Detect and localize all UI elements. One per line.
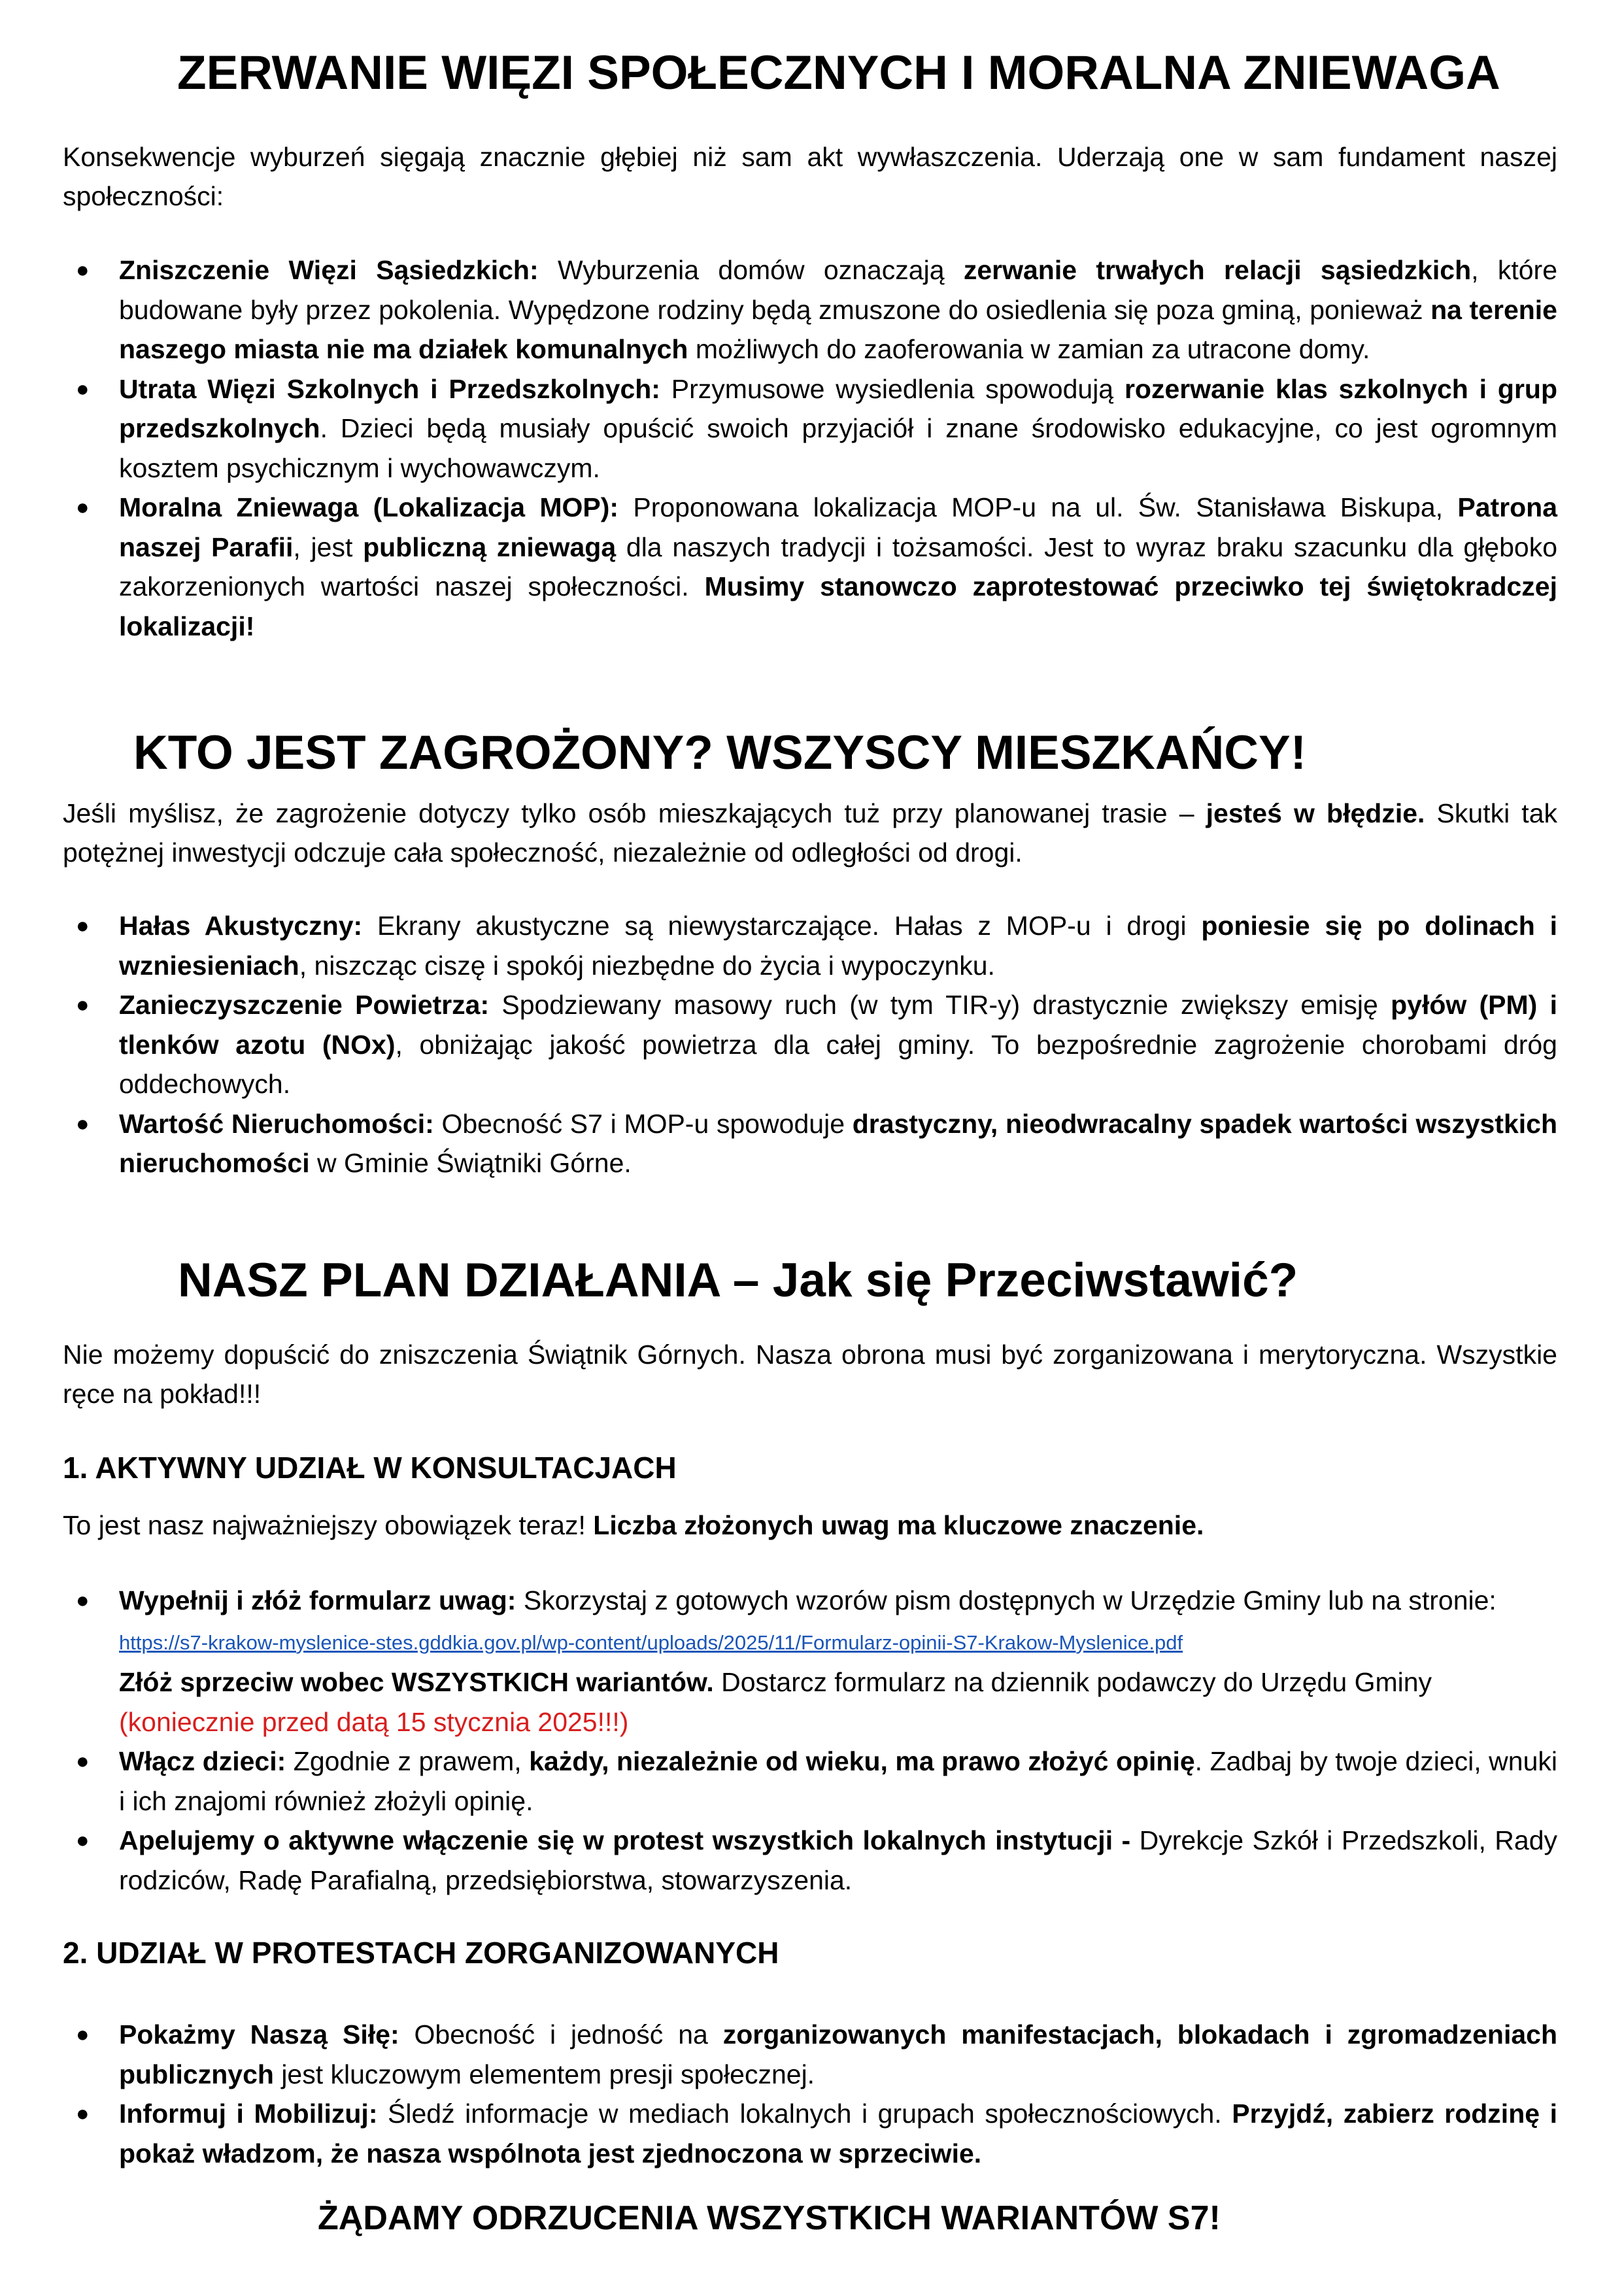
section1-intro: Konsekwencje wyburzeń sięgają znacznie głębiej niż sam akt wywłaszczenia. Uderzają one w sam fundament naszej społeczności: [63,142,1557,211]
bullet-inform-mobilize [63,2094,1557,2173]
bullet-label: Pokażmy Naszą Siłę: [119,2019,399,2049]
bullet-text: , niszcząc ciszę i spokój niezbędne do życia i wypoczynku. [299,950,995,981]
bullet-text: . Zadbaj by twoje dzieci, wnuki i ich znajomi również złożyli opinię. [119,1746,1557,1816]
bullet-text: , jest [293,531,364,562]
bullet-label: Hałas Akustyczny: [119,911,363,941]
bullet-icon: ● [76,1749,90,1774]
bullet-emphasis: Złóż sprzeciw wobec WSZYSTKICH wariantów. [119,1667,714,1697]
deadline-notice: (koniecznie przed datą 15 stycznia 2025!!!) [119,1706,629,1737]
bullet-school-ties [63,369,1557,488]
bullet-text: jest kluczowym elementem presji społecznej. [273,2059,815,2089]
bullet-text: , które budowane były przez pokolenia. Wypędzone rodziny będą zmuszone do osiedlenia się poza gminą, ponieważ [119,255,1557,325]
subsection2-bullet-list [63,2015,1557,2173]
bullet-emphasis: publiczną zniewagą [363,531,617,562]
intro-text: Skutki tak potężnej inwestycji odczuje cała społeczność, niezależnie od odległości od drogi. [63,798,1558,868]
bullet-label: Informuj i Mobilizuj: [119,2099,378,2129]
bullet-emphasis: zorganizowanych manifestacjach, blokadach i zgromadzeniach publicznych [119,2019,1557,2089]
form-pdf-link[interactable]: https://s7-krakow-myslenice-stes.gddkia.gov.pl/wp-content/uploads/2025/11/Formularz-opinii-S7-Krakow-Myslenice.pdf [119,1630,1183,1654]
bullet-icon: ● [76,992,90,1017]
bullet-icon: ● [76,1588,90,1613]
bullet-involve-children [63,1742,1557,1821]
bullet-emphasis: drastyczny, nieodwracalny spadek wartości wszystkich nieruchomości [119,1108,1557,1178]
bullet-label: Wartość Nieruchomości: [119,1108,434,1139]
bullet-text: Śledź informacje w mediach lokalnych i grupach społecznościowych. [377,2099,1232,2129]
bullet-text: Przymusowe wysiedlenia spowodują [660,373,1125,404]
bullet-property-value [63,1104,1557,1183]
bullet-icon: ● [76,495,90,520]
bullet-emphasis: Patrona naszej Parafii [119,492,1557,562]
bullet-text: , obniżając jakość powietrza dla całej gminy. To bezpośrednie zagrożenie chorobami dróg oddechowych. [119,1029,1557,1099]
bullet-noise [63,906,1557,985]
bullet-text: Dostarcz formularz na dziennik podawczy do Urzędu Gminy [713,1667,1432,1697]
bullet-label: Utrata Więzi Szkolnych i Przedszkolnych: [119,373,660,404]
bullet-show-strength [63,2015,1557,2094]
bullet-icon: ● [76,1828,90,1853]
intro-text: To jest nasz najważniejszy obowiązek teraz! [63,1510,594,1540]
subsection1-bullet-list [63,1581,1557,1900]
bullet-icon: ● [76,258,90,282]
bullet-label: Zniszczenie Więzi Sąsiedzkich: [119,255,539,285]
bullet-emphasis: Przyjdź, zabierz rodzinę i pokaż władzom, że nasza wspólnota jest zjednoczona w sprzeciwie. [119,2099,1557,2168]
bullet-label: Zanieczyszczenie Powietrza: [119,990,490,1020]
bullet-text: Skorzystaj z gotowych wzorów pism dostępnych w Urzędzie Gminy lub na stronie: [516,1585,1497,1615]
bullet-icon: ● [76,2101,90,2126]
bullet-label: Włącz dzieci: [119,1746,286,1776]
section3-intro: Nie możemy dopuścić do zniszczenia Świątnik Górnych. Nasza obrona musi być zorganizowana i merytoryczna. Wszystkie ręce na pokład!!! [63,1340,1557,1409]
bullet-text: Wyburzenia domów oznaczają [538,255,964,285]
bullet-icon: ● [76,1111,90,1136]
bullet-institutions-appeal [63,1821,1557,1900]
intro-emphasis: jesteś w błędzie. [1206,798,1425,828]
section-title-social-ties: ZERWANIE WIĘZI SPOŁECZNYCH I MORALNA ZNIEWAGA [177,46,1500,99]
bullet-text: w Gminie Świątniki Górne. [309,1148,632,1178]
subsection-title-protests: 2. UDZIAŁ W PROTESTACH ZORGANIZOWANYCH [63,1936,779,1970]
bullet-emphasis: na terenie naszego miasta nie ma działek komunalnych [119,294,1557,364]
bullet-label: Apelujemy o aktywne włączenie się w protest wszystkich lokalnych instytucji - [119,1825,1131,1855]
bullet-air-pollution [63,985,1557,1104]
section-title-who-threatened: KTO JEST ZAGROŻONY? WSZYSCY MIESZKAŃCY! [133,726,1307,779]
bullet-icon: ● [76,376,90,401]
intro-text: Jeśli myślisz, że zagrożenie dotyczy tylko osób mieszkających tuż przy planowanej trasie – [63,798,1206,828]
bullet-text: Dyrekcje Szkół i Przedszkoli, Rady rodziców, Radę Parafialną, przedsiębiorstwa, stowarzyszenia. [119,1825,1558,1895]
subsection1-intro [63,1506,1557,1545]
intro-emphasis: Liczba złożonych uwag ma kluczowe znaczenie. [593,1510,1204,1540]
bullet-label: Moralna Zniewaga (Lokalizacja MOP): [119,492,619,522]
bullet-neighbor-ties [63,250,1557,369]
bullet-fill-form [63,1581,1557,1742]
bullet-emphasis: każdy, niezależnie od wieku, ma prawo złożyć opinię [529,1746,1195,1776]
bullet-text: Obecność S7 i MOP-u spowoduje [433,1108,853,1139]
bullet-emphasis: Musimy stanowczo zaprotestować przeciwko tej świętokradczej lokalizacji! [119,571,1557,641]
closing-demand: ŻĄDAMY ODRZUCENIA WSZYSTKICH WARIANTÓW S7! [318,2199,1221,2237]
bullet-text: Spodziewany masowy ruch (w tym TIR-y) drastycznie zwiększy emisję [489,990,1391,1020]
bullet-text: Zgodnie z prawem, [286,1746,530,1776]
bullet-emphasis: rozerwanie klas szkolnych i grup przedszkolnych [119,373,1557,443]
section2-intro [63,794,1557,872]
bullet-moral-insult [63,488,1557,646]
bullet-text: Ekrany akustyczne są niewystarczające. Hałas z MOP-u i drogi [362,911,1202,941]
bullet-label: Wypełnij i złóż formularz uwag: [119,1585,516,1615]
bullet-text: . Dzieci będą musiały opuścić swoich przyjaciół i znane środowisko edukacyjne, co jest ogromnym kosztem psychicznym i wychowawczym. [119,413,1557,483]
bullet-emphasis: poniesie się po dolinach i wzniesieniach [119,911,1557,981]
section-title-action-plan: NASZ PLAN DZIAŁANIA – Jak się Przeciwstawić? [178,1254,1298,1307]
bullet-text: możliwych do zaoferowania w zamian za utracone domy. [688,334,1370,364]
section2-bullet-list [63,906,1557,1183]
bullet-text: Obecność i jedność na [399,2019,723,2049]
subsection-title-consultations: 1. AKTYWNY UDZIAŁ W KONSULTACJACH [63,1451,677,1485]
bullet-icon: ● [76,913,90,938]
bullet-text: dla naszych tradycji i tożsamości. Jest to wyraz braku szacunku dla głęboko zakorzenionych wartości naszej społeczności. [119,531,1558,601]
bullet-icon: ● [76,2022,90,2047]
section1-bullet-list [63,250,1557,646]
bullet-emphasis: pyłów (PM) i tlenków azotu (NOx) [119,990,1557,1060]
bullet-text: Proponowana lokalizacja MOP-u na ul. Św. Stanisława Biskupa, [618,492,1458,522]
bullet-emphasis: zerwanie trwałych relacji sąsiedzkich [963,255,1472,285]
